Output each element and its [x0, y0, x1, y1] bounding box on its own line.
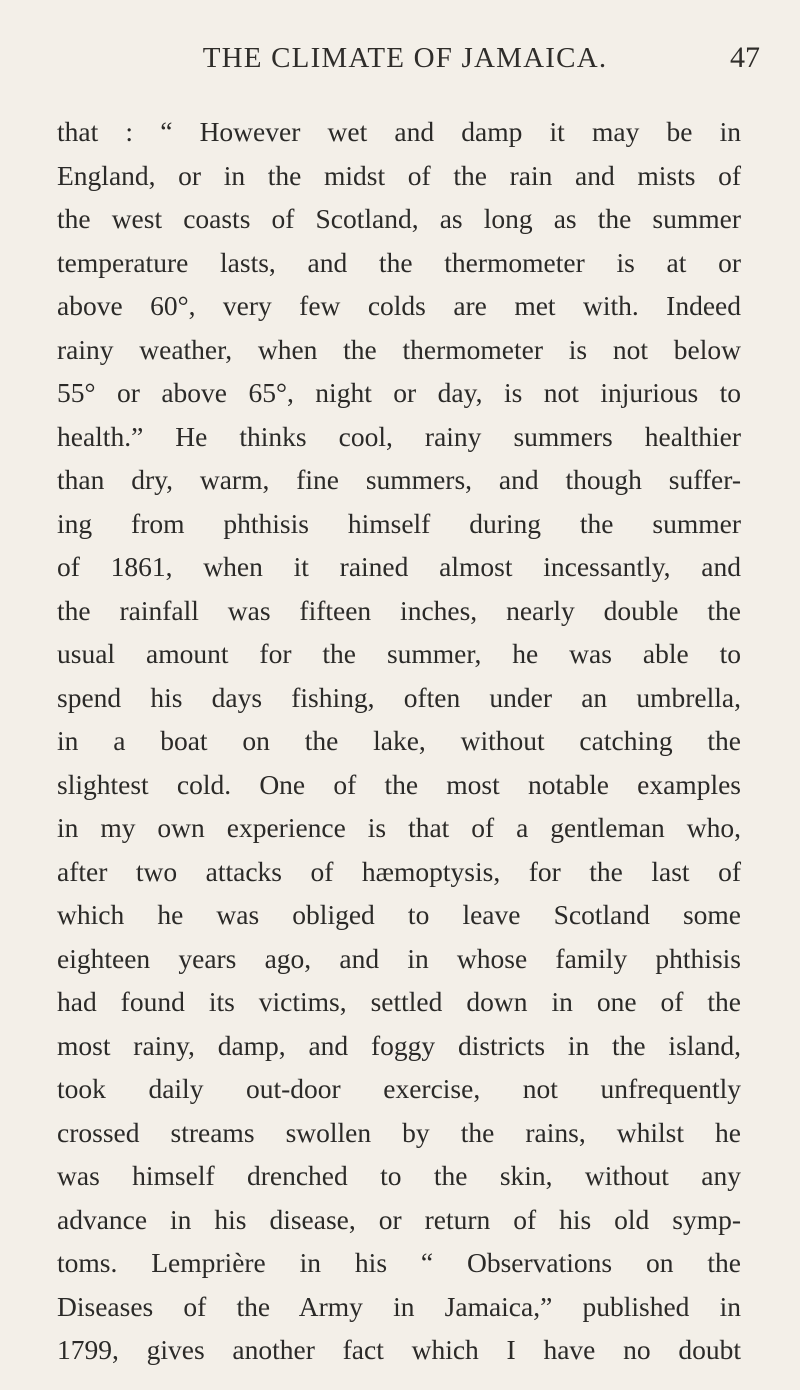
text-line: spend his days fishing, often under an umbrella,: [57, 681, 741, 713]
text-line: had found its victims, settled down in one of the: [57, 986, 741, 1017]
text-line: the rainfall was fifteen inches, nearly double the: [57, 594, 741, 626]
running-head: [40, 36, 770, 80]
text-line: eighteen years ago, and in whose family phthisis: [57, 942, 741, 974]
text-line: usual amount for the summer, he was able to: [57, 638, 741, 669]
text-line: than dry, warm, fine summers, and though suffer-: [57, 464, 741, 495]
text-line: which he was obliged to leave Scotland some: [57, 899, 741, 930]
text-line: in my own experience is that of a gentleman who,: [57, 812, 741, 843]
text-line: took daily out-door exercise, not unfrequently: [57, 1073, 741, 1104]
text-line: 1799, gives another fact which I have no doubt: [57, 1334, 741, 1365]
text-line: above 60°, very few colds are met with. Indeed: [57, 290, 741, 321]
running-title: THE CLIMATE OF JAMAICA.: [202, 42, 608, 74]
text-line: advance in his disease, or return of his old symp-: [57, 1203, 741, 1235]
text-line: temperature lasts, and the thermometer is at or: [57, 246, 741, 278]
text-line: health.” He thinks cool, rainy summers healthier: [57, 420, 741, 452]
text-line: rainy weather, when the thermometer is not below: [57, 333, 741, 365]
text-line: England, or in the midst of the rain and mists of: [57, 159, 741, 191]
text-line: ing from phthisis himself during the summer: [57, 507, 741, 539]
text-line: in a boat on the lake, without catching the: [57, 725, 741, 756]
text-line: slightest cold. One of the most notable examples: [57, 768, 741, 800]
text-line: was himself drenched to the skin, without any: [57, 1160, 741, 1191]
text-line: that : “ However wet and damp it may be in: [57, 116, 741, 147]
text-line: most rainy, damp, and foggy districts in the island,: [57, 1029, 741, 1061]
text-line: toms. Lemprière in his “ Observations on the: [57, 1247, 741, 1278]
page-number: 47: [730, 41, 760, 74]
text-line: Diseases of the Army in Jamaica,” published in: [57, 1290, 741, 1322]
text-line: crossed streams swollen by the rains, whilst he: [57, 1116, 741, 1148]
text-line: after two attacks of hæmoptysis, for the last of: [57, 855, 741, 887]
text-line: 55° or above 65°, night or day, is not injurious to: [57, 377, 741, 408]
text-line: of 1861, when it rained almost incessantly, and: [57, 551, 741, 582]
body-text: [57, 110, 741, 1372]
text-line: the west coasts of Scotland, as long as the summer: [57, 203, 741, 234]
